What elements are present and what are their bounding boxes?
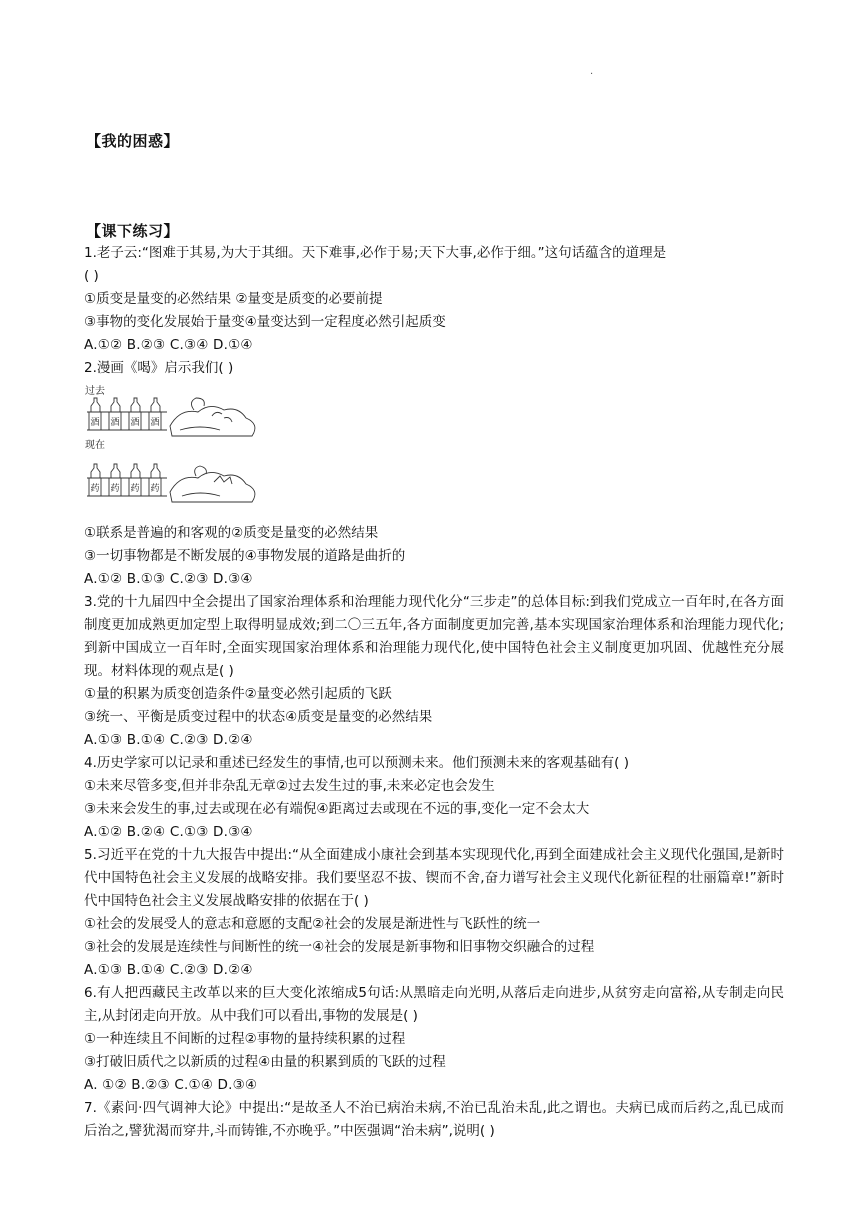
header-mark: . <box>590 66 594 77</box>
question-options: ①质变是量变的必然结果 ②量变是质变的必要前提 <box>84 291 383 307</box>
question-options: ③一切事物都是不断发展的④事物发展的道路是曲折的 <box>84 548 406 564</box>
svg-text:酒: 酒 <box>150 418 160 428</box>
question-stem: 4.历史学家可以记录和重述已经发生的事情,也可以预测未来。他们预测未来的客观基础有( ) <box>84 755 629 771</box>
svg-text:药: 药 <box>90 484 100 494</box>
cartoon-label-now: 现在 <box>85 440 105 451</box>
section-title-practice: 【课下练习】 <box>86 222 180 240</box>
svg-text:药: 药 <box>150 484 160 494</box>
question-2 <box>84 357 784 591</box>
question-options: ①社会的发展受人的意志和意愿的支配②社会的发展是渐进性与飞跃性的统一 <box>84 916 541 932</box>
question-options: ①未来尽管多变,但并非杂乱无章②过去发生过的事,未来必定也会发生 <box>84 778 495 794</box>
cartoon-drink-image <box>84 382 264 510</box>
answer-choices: A.①③ B.①④ C.②③ D.②④ <box>84 962 253 978</box>
question-options: ③打破旧质代之以新质的过程④由量的积累到质的飞跃的过程 <box>84 1054 446 1070</box>
answer-choices: A. ①② B.②③ C.①④ D.③④ <box>84 1077 258 1093</box>
question-stem: 1.老子云:“图难于其易,为大于其细。天下难事,必作于易;天下大事,必作于细。”这句话蕴含的道理是 <box>84 245 667 261</box>
svg-text:酒: 酒 <box>90 418 100 428</box>
answer-choices: A.①② B.②③ C.③④ D.①④ <box>84 337 253 353</box>
question-options: ①联系是普遍的和客观的②质变是量变的必然结果 <box>84 525 379 541</box>
question-options: ③事物的变化发展始于量变④量变达到一定程度必然引起质变 <box>84 314 446 330</box>
svg-text:酒: 酒 <box>130 418 140 428</box>
question-7 <box>84 1097 784 1143</box>
answer-choices: A.①② B.①③ C.②③ D.③④ <box>84 571 253 587</box>
question-1 <box>84 242 784 357</box>
question-options: ①一种连续且不间断的过程②事物的量持续积累的过程 <box>84 1031 406 1047</box>
question-stem: 3.党的十九届四中全会提出了国家治理体系和治理能力现代化分“三步走”的总体目标:到我们党成立一百年时,在各方面制度更加成熟更加定型上取得明显成效;到二〇三五年,各方面制度更加完善,基本实现国家治理体系和治理能力现代化;到新中国成立一百年时,全面实现国家治理体系和治理能力现代化,使中国特色社会主义制度更加巩固、优越性充分展现。材料体现的观点是( ) <box>84 594 784 679</box>
question-stem: 6.有人把西藏民主改革以来的巨大变化浓缩成5句话:从黑暗走向光明,从落后走向进步,从贫穷走向富裕,从专制走向民主,从封闭走向开放。从中我们可以看出,事物的发展是( ) <box>84 985 784 1024</box>
question-stem: 2.漫画《喝》启示我们( ) <box>84 360 234 376</box>
svg-text:酒: 酒 <box>110 418 120 428</box>
question-options: ③统一、平衡是质变过程中的状态④质变是量变的必然结果 <box>84 709 433 725</box>
exercise-list <box>84 242 784 1143</box>
question-stem: 5.习近平在党的十九大报告中提出:“从全面建成小康社会到基本实现现代化,再到全面建成社会主义现代化强国,是新时代中国特色社会主义发展的战略安排。我们要坚忍不拔、锲而不舍,奋力谱写社会主义现代化新征程的壮丽篇章!”新时代中国特色社会主义发展战略安排的依据在于( ) <box>84 847 784 909</box>
cartoon-label-past: 过去 <box>85 386 105 397</box>
section-title-confusion: 【我的困惑】 <box>86 132 180 150</box>
answer-choices: A.①② B.②④ C.①③ D.③④ <box>84 824 253 840</box>
question-options: ①量的积累为质变创造条件②量变必然引起质的飞跃 <box>84 686 392 702</box>
question-6 <box>84 982 784 1097</box>
question-stem: 7.《素问·四气调神大论》中提出:“是故圣人不治已病治未病,不治已乱治未乱,此之谓也。夫病已成而后药之,乱已成而后治之,譬犹渴而穿井,斗而铸锥,不亦晚乎。”中医强调“治未病”,说明( ) <box>84 1100 784 1139</box>
question-options: ③未来会发生的事,过去或现在必有端倪④距离过去或现在不远的事,变化一定不会太大 <box>84 801 590 817</box>
question-5 <box>84 844 784 982</box>
svg-text:药: 药 <box>130 484 140 494</box>
question-4 <box>84 752 784 844</box>
question-3 <box>84 591 784 752</box>
question-stem-cont: ( ) <box>84 268 99 284</box>
drinker-figure-now <box>170 466 255 502</box>
question-options: ③社会的发展是连续性与间断性的统一④社会的发展是新事物和旧事物交织融合的过程 <box>84 939 595 955</box>
svg-text:药: 药 <box>110 484 120 494</box>
drinker-figure-past <box>170 398 255 436</box>
answer-choices: A.①③ B.①④ C.②③ D.②④ <box>84 732 253 748</box>
